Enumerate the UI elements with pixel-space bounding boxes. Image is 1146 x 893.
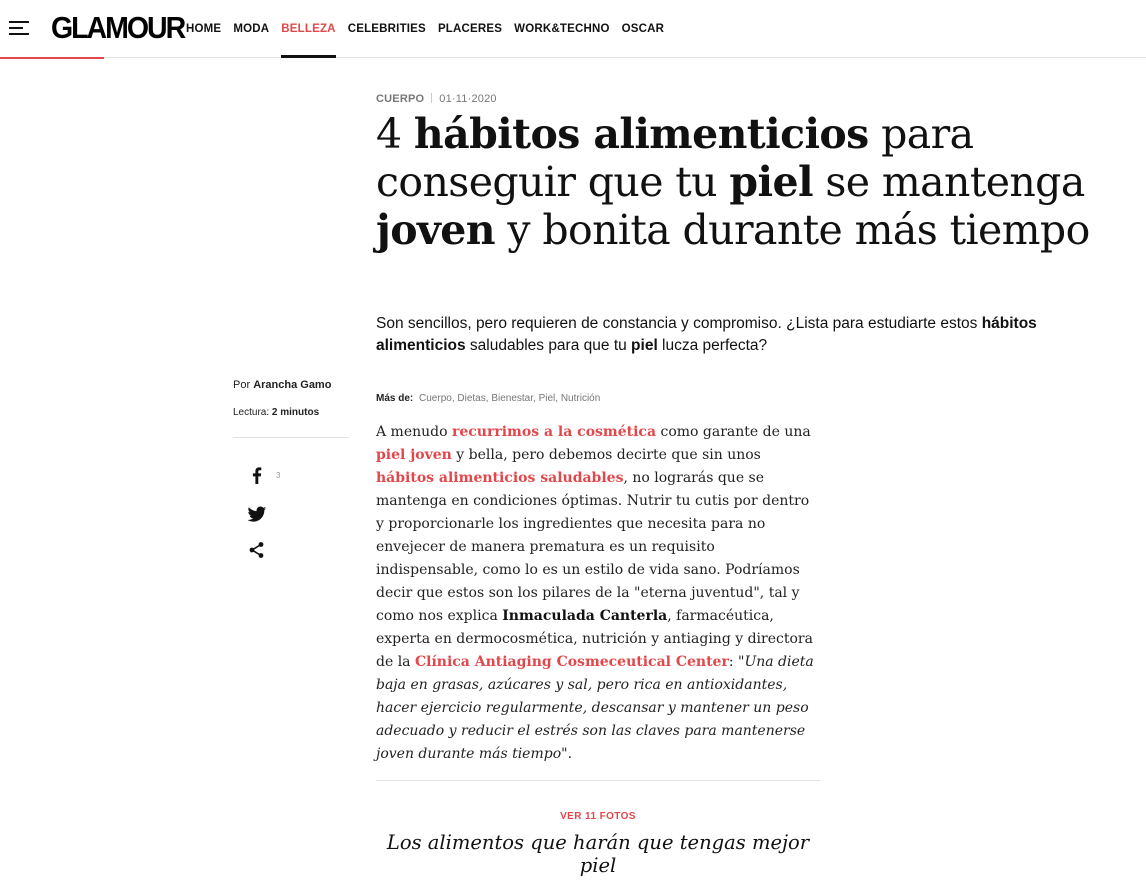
- text-run: Son sencillos, pero requieren de constancia y compromiso. ¿Lista para estudiarte estos: [376, 315, 982, 332]
- reading-time-value: 2 minutos: [271, 407, 320, 418]
- tag-cuerpo[interactable]: Cuerpo: [419, 393, 452, 404]
- article-body: [376, 421, 820, 766]
- inline-link[interactable]: recurrimos a la cosmética: [452, 424, 657, 440]
- tag-separator: ,: [533, 393, 539, 404]
- text-run: : ": [728, 654, 745, 670]
- tag-nutrición[interactable]: Nutrición: [560, 393, 601, 404]
- text-run: A menudo: [376, 424, 452, 440]
- tag-list: [376, 393, 600, 404]
- main-nav: [186, 0, 676, 58]
- nav-item-home[interactable]: HOME: [186, 23, 222, 35]
- nav-item-belleza[interactable]: BELLEZA: [281, 0, 335, 58]
- tag-separator: ,: [485, 393, 492, 404]
- tag-separator: ,: [451, 393, 458, 404]
- menu-icon[interactable]: [9, 19, 29, 37]
- article-meta: [376, 93, 497, 105]
- meta-divider: [431, 93, 432, 103]
- bold-text: Inmaculada Canterla: [502, 608, 668, 624]
- article-subtitle: [376, 313, 1056, 357]
- text-run: y bonita durante más tiempo: [494, 206, 1090, 254]
- facebook-share-count: 3: [276, 471, 281, 480]
- reading-progress-bar: [0, 57, 104, 59]
- text-run: y bella, pero debemos decirte que sin unos: [451, 447, 761, 463]
- highlight-text: hábitos alimenticios: [376, 315, 1037, 354]
- twitter-share-icon[interactable]: [246, 503, 268, 525]
- author-prefix: Por: [233, 379, 251, 391]
- highlight-text: joven: [376, 206, 495, 254]
- nav-item-placeres[interactable]: PLACERES: [437, 23, 503, 35]
- tag-separator: ,: [555, 393, 561, 404]
- text-run: , no lograrás que se mantenga en condiciones óptimas. Nutrir tu cutis por dentro y proporcionarle los ingredientes que necesita para no envejecer de manera prematura es un requisito indispensable, como lo es un estilo de vida sano. Podríamos decir que estos son los pilares de la "eterna juventud", tal y como nos explica: [376, 470, 810, 624]
- text-run: 4: [376, 110, 414, 158]
- gallery-title[interactable]: Los alimentos que harán que tengas mejor piel: [386, 831, 810, 877]
- text-run: se mantenga: [812, 158, 1085, 206]
- reading-label: Lectura:: [233, 407, 270, 418]
- publish-date: 01·11·2020: [439, 93, 497, 105]
- nav-item-celebrities[interactable]: CELEBRITIES: [347, 23, 426, 35]
- facebook-share-icon[interactable]: [246, 464, 268, 486]
- share-icon[interactable]: [246, 539, 268, 561]
- tag-dietas[interactable]: Dietas: [457, 393, 486, 404]
- inline-link[interactable]: hábitos alimenticios saludables: [376, 470, 624, 486]
- text-run: como garante de una: [656, 424, 811, 440]
- quote-text: ".: [561, 746, 573, 762]
- inline-link[interactable]: piel joven: [376, 447, 452, 463]
- highlight-text: hábitos alimenticios: [413, 110, 869, 158]
- article-title: [376, 110, 1096, 254]
- divider: [376, 780, 820, 781]
- tags-label: Más de:: [376, 393, 414, 404]
- gallery-link[interactable]: VER 11 FOTOS: [560, 811, 636, 822]
- nav-item-moda[interactable]: MODA: [233, 23, 270, 35]
- tag-piel[interactable]: Piel: [538, 393, 556, 404]
- highlight-text: piel: [631, 337, 658, 354]
- site-logo[interactable]: GLAMOUR: [51, 10, 185, 45]
- text-run: saludables para que tu: [465, 337, 632, 354]
- divider: [233, 437, 349, 438]
- nav-item-work-techno[interactable]: WORK&TECHNO: [514, 23, 610, 35]
- tag-bienestar[interactable]: Bienestar: [491, 393, 534, 404]
- quote-text: Una dieta baja en grasas, azúcares y sal, pero rica en antioxidantes, hacer ejercicio regularmente, descansar y mantener un peso adecuado y reducir el estrés son las claves para mantenerse joven durante más tiempo: [376, 654, 814, 762]
- text-run: , farmacéutica, experta en dermocosmética, nutrición y antiaging y directora de la: [376, 608, 813, 670]
- author-name-link[interactable]: Arancha Gamo: [253, 379, 332, 391]
- site-header: [0, 0, 1146, 58]
- text-run: para conseguir que tu: [376, 110, 974, 206]
- inline-link[interactable]: Clínica Antiaging Cosmeceutical Center: [414, 654, 729, 670]
- reading-time: [233, 407, 319, 418]
- text-run: lucza perfecta?: [657, 337, 768, 354]
- nav-item-oscar[interactable]: OSCAR: [621, 23, 665, 35]
- highlight-text: piel: [729, 158, 813, 206]
- author-byline: [233, 379, 331, 391]
- category-link[interactable]: CUERPO: [376, 93, 425, 105]
